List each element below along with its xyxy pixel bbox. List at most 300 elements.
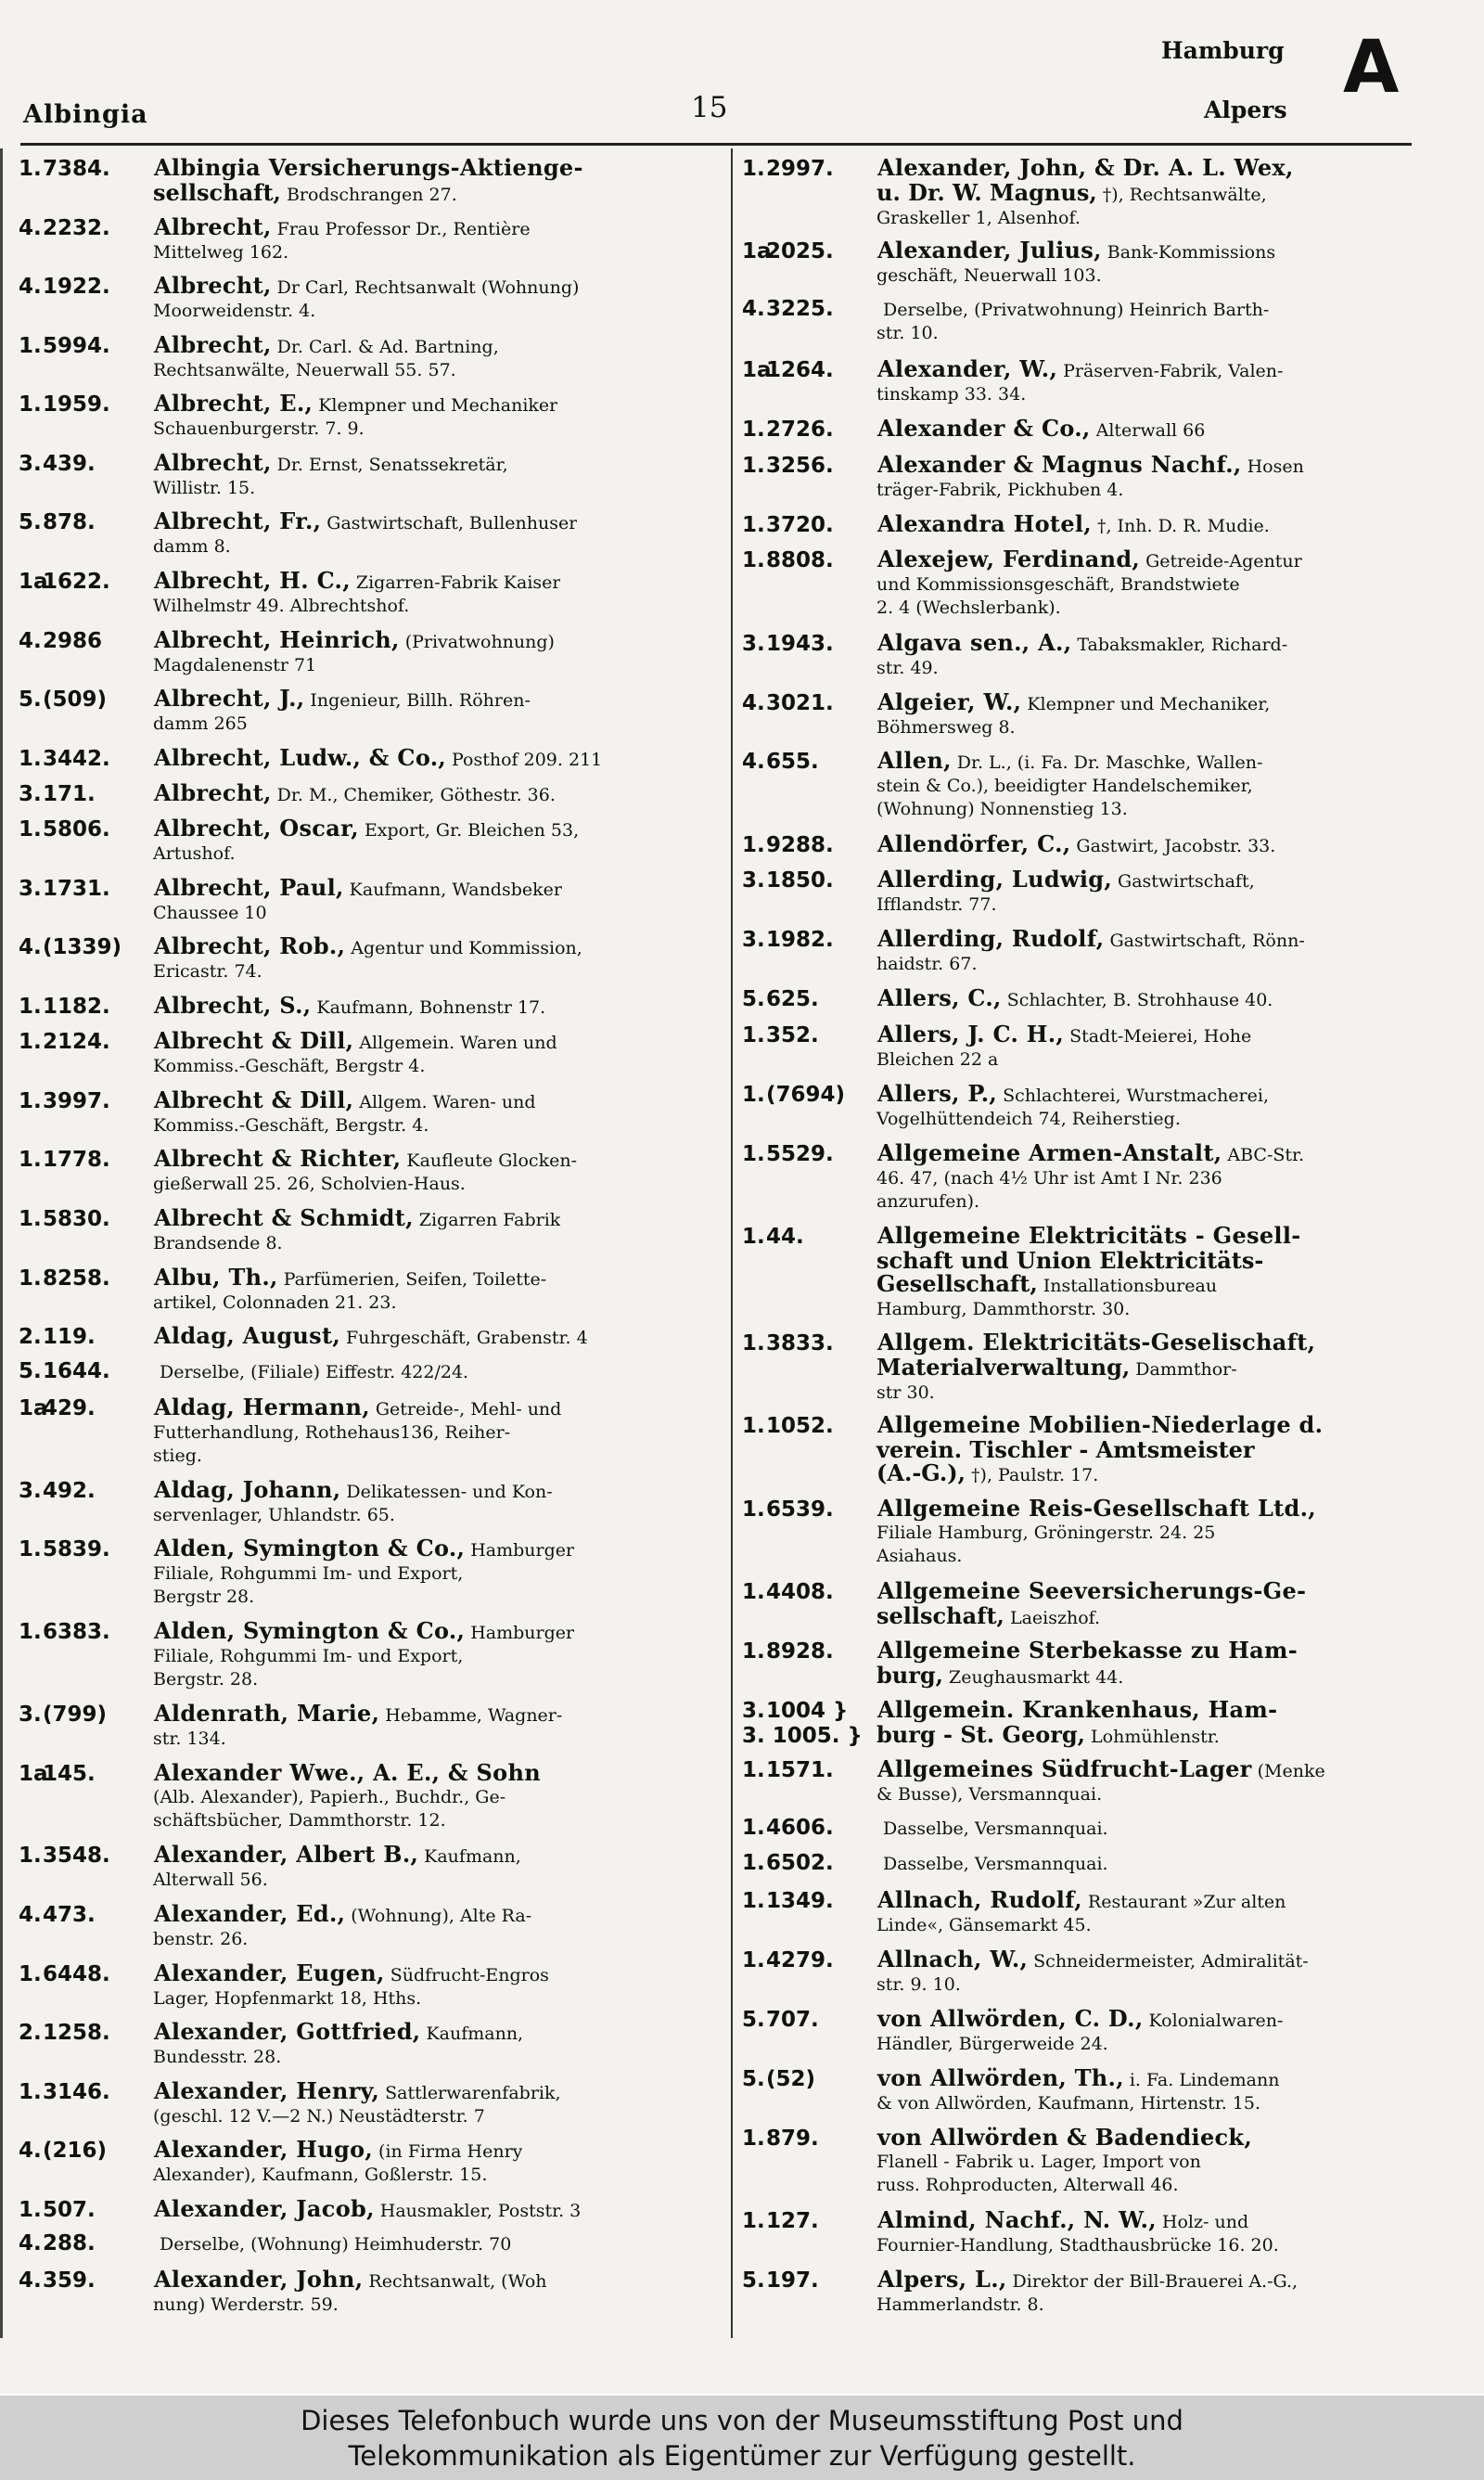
directory-entry xyxy=(19,1475,716,1527)
phone-number: (799) xyxy=(43,1702,108,1727)
continuation-text: & Busse), Versmannquai. xyxy=(876,1784,1103,1805)
phone-number: 507. xyxy=(43,2197,96,2222)
continuation-text: Willistr. 15. xyxy=(153,477,256,498)
phone-number: 1258. xyxy=(43,2021,110,2046)
directory-entry xyxy=(742,547,1439,620)
exchange-office: 4. xyxy=(19,215,42,240)
phone-number: 6502. xyxy=(766,1851,834,1876)
entry-continuation xyxy=(876,1914,1439,1937)
subscriber-name: Allers, C., xyxy=(877,984,1002,1012)
entry-continuation xyxy=(876,2234,1439,2257)
continuation-text: Ericastr. 74. xyxy=(153,961,262,983)
phone-number: 2232. xyxy=(43,215,110,240)
entry-details: Gastwirtschaft, Rönn- xyxy=(1109,931,1305,952)
subscriber-name: Albrecht, xyxy=(154,330,272,358)
directory-entry xyxy=(742,1330,1439,1405)
entry-details: Holz- und xyxy=(1161,2212,1249,2233)
continuation-text: Wilhelmstr 49. Albrechtshof. xyxy=(153,596,410,617)
phone-number: 4606. xyxy=(766,1815,834,1840)
subscriber-name: Algeier, W., xyxy=(877,687,1022,715)
continuation-details: Zeughausmarkt 44. xyxy=(943,1667,1124,1689)
phone-number: 5830. xyxy=(43,1207,110,1232)
directory-entry xyxy=(742,1947,1439,1997)
subscriber-name: Albrecht, xyxy=(154,212,272,240)
entry-continuation xyxy=(153,359,716,382)
subscriber-name: Albrecht, Paul, xyxy=(154,873,344,901)
continuation-text: burg, xyxy=(876,1662,944,1690)
continuation-text: (geschl. 12 V.—2 N.) Neustädterstr. 7 xyxy=(153,2105,485,2127)
entry-lead-line xyxy=(742,2123,1439,2151)
directory-entry xyxy=(742,1138,1439,1214)
directory-entry xyxy=(742,1579,1439,1630)
entry-lead-line xyxy=(742,156,1439,181)
entry-continuation xyxy=(876,1190,1439,1214)
entry-details: Dr Carl, Rechtsanwalt (Wohnung) xyxy=(276,277,580,299)
subscriber-name: Albrecht, Rob., xyxy=(154,932,346,960)
phone-number: 1982. xyxy=(766,928,834,953)
phone-number: 3021. xyxy=(766,690,834,715)
entry-details: Hausmakler, Poststr. 3 xyxy=(379,2200,582,2221)
subscriber-name: Aldenrath, Marie, xyxy=(154,1699,380,1727)
phone-number: 2726. xyxy=(766,418,834,443)
entry-continuation xyxy=(876,1108,1439,1131)
phone-number: 5806. xyxy=(43,817,110,842)
continuation-text: Bundesstr. 28. xyxy=(153,2047,282,2068)
entry-details: Tabaksmakler, Richard- xyxy=(1077,634,1288,655)
column-divider xyxy=(731,148,733,2338)
entry-details: Kaufmann, xyxy=(424,1846,521,1868)
entry-continuation xyxy=(153,1809,716,1832)
directory-entry xyxy=(19,2020,716,2069)
entry-lead-line xyxy=(742,1224,1439,1249)
entry-details: Kaufmann, xyxy=(426,2024,524,2045)
continuation-text: Lager, Hopfenmarkt 18, Hths. xyxy=(153,1987,422,2009)
continuation-text: Fournier-Handlung, Stadthausbrücke 16. 20. xyxy=(876,2235,1279,2256)
phone-number: 6539. xyxy=(766,1497,834,1522)
entry-lead-line xyxy=(742,927,1439,953)
continuation-text: damm 265 xyxy=(153,713,248,735)
continuation-details: Brodschrangen 27. xyxy=(280,185,457,205)
directory-entry xyxy=(19,1961,716,2011)
entry-lead-line xyxy=(19,1699,716,1728)
exchange-office: 1. xyxy=(742,1888,765,1913)
directory-entry xyxy=(19,330,716,382)
entry-details: Delikatessen- und Kon- xyxy=(346,1481,553,1502)
directory-entry xyxy=(19,509,716,559)
continuation-details: Installationsbureau xyxy=(1037,1276,1218,1297)
directory-entry xyxy=(19,781,716,807)
continuation-details: Dammthor- xyxy=(1130,1358,1237,1380)
continuation-text: und Kommissionsgeschäft, Brandstwiete xyxy=(876,574,1240,596)
exchange-office: 1a xyxy=(742,239,772,264)
entry-details: Allgemein. Waren und xyxy=(359,1033,557,1054)
exchange-office: 4. xyxy=(19,2139,42,2164)
continuation-text: (Wohnung) Nonnenstieg 13. xyxy=(876,799,1128,820)
continuation-text: Gesellschaft, xyxy=(876,1270,1038,1298)
subscriber-name: Alexander, Julius, xyxy=(877,237,1102,264)
directory-entry xyxy=(742,1757,1439,1806)
phone-number: (509) xyxy=(43,687,108,713)
phone-number: 439. xyxy=(43,451,96,476)
directory-entry xyxy=(742,1079,1439,1131)
phone-number: 1182. xyxy=(43,995,110,1020)
continuation-text: Ifflandstr. 77. xyxy=(876,894,997,916)
continuation-text: geschäft, Neuerwall 103. xyxy=(876,265,1102,287)
entry-lead-line xyxy=(19,1088,716,1114)
entry-details: ABC-Str. xyxy=(1227,1144,1305,1165)
exchange-office: 1. xyxy=(19,1961,42,1986)
continuation-text: Händler, Bürgerweide 24. xyxy=(876,2033,1108,2054)
directory-entry xyxy=(742,1817,1439,1841)
entry-lead-line xyxy=(742,1079,1439,1108)
exchange-office: 1. xyxy=(19,157,42,181)
entry-lead-line xyxy=(19,1843,716,1869)
header-city: Hamburg xyxy=(1161,37,1285,64)
continuation-text: benstr. 26. xyxy=(153,1928,249,1949)
entry-lead-line xyxy=(742,628,1439,657)
continuation-text: u. Dr. W. Magnus, xyxy=(876,179,1097,206)
exchange-office: 1. xyxy=(19,1844,42,1869)
continuation-text: Brandsende 8. xyxy=(153,1233,283,1254)
continuation-text: Vogelhüttendeich 74, Reiherstieg. xyxy=(876,1108,1181,1129)
entry-details: Schlachterei, Wurstmacherei, xyxy=(1003,1085,1269,1106)
continuation-text: Hamburg, Dammthorstr. 30. xyxy=(876,1299,1131,1320)
directory-entry xyxy=(742,450,1439,502)
phone-number: 1644. xyxy=(43,1358,110,1383)
entry-details: Derselbe, (Wohnung) Heimhuderstr. 70 xyxy=(160,2234,512,2255)
entry-lead-line xyxy=(742,298,1439,322)
continuation-text: Artushof. xyxy=(153,843,236,865)
entry-continuation xyxy=(153,713,716,736)
phone-number: 655. xyxy=(766,750,819,775)
entry-continuation xyxy=(876,775,1439,798)
phone-number: 3833. xyxy=(766,1330,834,1356)
continuation-text: haidstr. 67. xyxy=(876,954,978,975)
continuation-text: stein & Co.), beeidigter Handelschemiker, xyxy=(876,776,1253,797)
entry-details: Parfümerien, Seifen, Toilette- xyxy=(283,1268,547,1290)
exchange-office: 1. xyxy=(19,392,42,418)
subscriber-name: Alexander, Hugo, xyxy=(154,2136,374,2164)
entry-lead-line xyxy=(742,1757,1439,1783)
entry-details: Bank-Kommissions xyxy=(1107,242,1276,263)
entry-continuation xyxy=(876,1272,1439,1298)
entry-details: Allgem. Waren- und xyxy=(359,1091,536,1112)
directory-entry xyxy=(19,1029,716,1078)
phone-number: 2025. xyxy=(766,239,834,264)
exchange-office: 1. xyxy=(19,746,42,771)
entry-continuation xyxy=(876,2151,1439,2174)
continuation-text: artikel, Colonnaden 21. 23. xyxy=(153,1291,397,1313)
continuation-text: Bergstr 28. xyxy=(153,1587,255,1608)
entry-continuation xyxy=(153,2046,716,2069)
exchange-office: 3. xyxy=(742,928,765,953)
entry-details: i. Fa. Lindemann xyxy=(1129,2069,1280,2090)
entry-lead-line xyxy=(742,357,1439,383)
continuation-text: sellschaft, xyxy=(153,179,281,206)
continuation-text: burg - St. Georg, xyxy=(876,1721,1086,1749)
continuation-text: servenlager, Uhlandstr. 65. xyxy=(153,1504,395,1525)
entry-continuation xyxy=(876,953,1439,976)
exchange-office: 3. xyxy=(19,1702,42,1727)
exchange-office: 5. xyxy=(742,2066,765,2091)
directory-entry xyxy=(19,873,716,925)
entry-continuation xyxy=(153,1928,716,1951)
entry-lead-line xyxy=(19,274,716,300)
entry-continuation xyxy=(876,2033,1439,2056)
phone-number: 9288. xyxy=(766,832,834,857)
exchange-office: 1. xyxy=(742,453,765,478)
exchange-office: 5. xyxy=(742,2268,765,2294)
subscriber-name: Algava sen., A., xyxy=(877,628,1072,656)
subscriber-name: Albrecht & Dill, xyxy=(154,1027,354,1055)
exchange-office: 1. xyxy=(742,1497,765,1522)
continuation-details: †), Rechtsanwälte, xyxy=(1096,185,1267,205)
entry-continuation xyxy=(153,1562,716,1586)
entry-lead-line xyxy=(742,509,1439,538)
subscriber-name: Alexander, Ed., xyxy=(154,1899,346,1927)
entry-details: Dr. Ernst, Senatssekretär, xyxy=(276,454,508,475)
entry-lead-line xyxy=(19,1619,716,1645)
continuation-text: damm 8. xyxy=(153,536,231,558)
entry-continuation xyxy=(876,1381,1439,1405)
entry-lead-line xyxy=(19,1536,716,1562)
entry-lead-line xyxy=(19,687,716,713)
directory-entry xyxy=(742,238,1439,288)
entry-lead-line xyxy=(19,1029,716,1055)
directory-entry xyxy=(19,743,716,772)
phone-number: 7384. xyxy=(43,157,110,181)
directory-entry xyxy=(742,986,1439,1012)
subscriber-name: Allgem. Elektricitäts-Geselischaft, xyxy=(877,1328,1316,1356)
entry-details: Schneidermeister, Admiralität- xyxy=(1033,1950,1309,1972)
continuation-text: verein. Tischler - Amtsmeister xyxy=(876,1436,1255,1464)
subscriber-name: Alexander & Co., xyxy=(877,415,1091,443)
subscriber-name: Albrecht & Richter, xyxy=(154,1145,402,1173)
continuation-text: Alexander), Kaufmann, Goßlerstr. 15. xyxy=(153,2165,488,2186)
continuation-text: Alterwall 56. xyxy=(153,1870,268,1891)
exchange-office: 5. xyxy=(19,687,42,713)
directory-entry xyxy=(19,569,716,618)
continuation-text: str 30. xyxy=(876,1381,935,1403)
continuation-text: Böhmersweg 8. xyxy=(876,716,1016,738)
entry-continuation xyxy=(876,207,1439,230)
subscriber-name: von Allwörden, C. D., xyxy=(877,2004,1144,2032)
entry-continuation xyxy=(153,2164,716,2187)
entry-details: (Privatwohnung) xyxy=(404,631,555,652)
subscriber-name: Albrecht, J., xyxy=(154,685,305,713)
subscriber-name: Albrecht & Dill, xyxy=(154,1086,354,1113)
phone-number: 2997. xyxy=(766,157,834,181)
entry-continuation xyxy=(153,960,716,983)
subscriber-name: Alexander, Henry, xyxy=(154,2076,380,2104)
entry-details: †, Inh. D. R. Mudie. xyxy=(1096,515,1270,536)
continuation-text: Moorweidenstr. 4. xyxy=(153,301,316,322)
entry-continuation xyxy=(153,535,716,559)
entry-lead-line xyxy=(742,986,1439,1012)
entry-lead-line xyxy=(742,1852,1439,1876)
continuation-text: 46. 47, (nach 4½ Uhr ist Amt I Nr. 236 xyxy=(876,1167,1222,1189)
entry-details: Derselbe, (Privatwohnung) Heinrich Barth- xyxy=(883,300,1270,321)
entry-continuation xyxy=(876,1783,1439,1806)
directory-entry xyxy=(19,1088,716,1137)
directory-entry xyxy=(742,2004,1439,2056)
subscriber-name: Albrecht, H. C., xyxy=(154,567,351,595)
subscriber-name: Allgemeines Südfrucht-Lager xyxy=(877,1755,1252,1782)
subscriber-name: Allgemeine Reis-Gesellschaft Ltd., xyxy=(877,1494,1316,1522)
entry-lead-line xyxy=(19,625,716,654)
exchange-office: 1. xyxy=(19,1148,42,1173)
exchange-office: 4. xyxy=(19,1902,42,1927)
continuation-text: Chaussee 10 xyxy=(153,902,267,923)
entry-lead-line xyxy=(742,1494,1439,1522)
subscriber-name: Albrecht, xyxy=(154,272,272,300)
subscriber-name: Alden, Symington & Co., xyxy=(154,1535,466,1562)
entry-continuation xyxy=(876,264,1439,288)
exchange-office: 4. xyxy=(19,628,42,653)
exchange-office: 3. xyxy=(742,1699,765,1724)
header-right-word: Alpers xyxy=(1204,96,1287,123)
directory-entry xyxy=(742,1224,1439,1321)
directory-entry xyxy=(19,1395,716,1468)
entry-continuation xyxy=(153,1869,716,1892)
continuation-text: Materialverwaltung, xyxy=(876,1353,1131,1381)
entry-details: Zigarren Fabrik xyxy=(418,1210,561,1231)
entry-lead-line xyxy=(742,1022,1439,1048)
directory-entry xyxy=(742,156,1439,230)
exchange-office: 1. xyxy=(19,1537,42,1562)
phone-number: 625. xyxy=(766,987,819,1012)
entry-details: Direktor der Bill-Brauerei A.-G., xyxy=(1012,2271,1298,2293)
exchange-office: 1. xyxy=(742,1330,765,1356)
subscriber-name: Albrecht, S., xyxy=(154,992,312,1020)
entry-details: (in Firma Henry xyxy=(378,2141,523,2163)
entry-details: Gastwirtschaft, xyxy=(1118,871,1255,893)
entry-continuation xyxy=(153,1114,716,1137)
entry-continuation xyxy=(153,1421,716,1445)
phone-number: 8258. xyxy=(43,1266,110,1291)
subscriber-name: Albu, Th., xyxy=(154,1263,278,1291)
entry-continuation xyxy=(876,1167,1439,1190)
entry-details: Dr. Carl. & Ad. Bartning, xyxy=(276,336,499,357)
subscriber-name: Alexander Wwe., A. E., & Sohn xyxy=(154,1758,541,1786)
directory-entry xyxy=(19,274,716,323)
continuation-text: stieg. xyxy=(153,1445,202,1466)
directory-entry xyxy=(19,1843,716,1892)
continuation-text: str. 49. xyxy=(876,657,939,678)
continuation-text: Graskeller 1, Alsenhof. xyxy=(876,208,1081,228)
directory-entry xyxy=(742,867,1439,917)
entry-continuation xyxy=(153,418,716,441)
exchange-office: 1. xyxy=(19,1266,42,1291)
directory-entry xyxy=(19,994,716,1020)
exchange-office: 1. xyxy=(742,2209,765,2234)
entry-lead-line xyxy=(742,829,1439,858)
entry-continuation xyxy=(153,842,716,866)
phone-number: 1622. xyxy=(43,570,110,595)
exchange-office: 3. xyxy=(19,1478,42,1503)
entry-lead-line xyxy=(19,1360,716,1384)
entry-lead-line xyxy=(742,2268,1439,2294)
phone-number: 473. xyxy=(43,1902,96,1927)
entry-continuation xyxy=(876,798,1439,821)
entry-lead-line xyxy=(742,1413,1439,1438)
exchange-office: 1. xyxy=(19,995,42,1020)
continuation-details: Laeiszhof. xyxy=(1004,1608,1101,1629)
entry-details: Getreide-Agentur xyxy=(1145,551,1302,572)
entry-continuation xyxy=(876,1522,1439,1545)
phone-number: 3256. xyxy=(766,453,834,478)
directory-entry xyxy=(742,1852,1439,1876)
continuation-text: (A.-G.), xyxy=(876,1459,966,1487)
footer-line-2: Telekommunikation als Eigentümer zur Verfügung gestellt. xyxy=(348,2440,1136,2472)
subscriber-name: Allers, J. C. H., xyxy=(877,1020,1065,1047)
phone-number: 878. xyxy=(43,510,96,535)
exchange-office: 1. xyxy=(742,1141,765,1166)
subscriber-name: Alexander, Eugen, xyxy=(154,1959,385,1986)
continuation-text: str. 10. xyxy=(876,323,939,344)
phone-number: 5839. xyxy=(43,1537,110,1562)
continuation-text: Kommiss.-Geschäft, Bergstr. 4. xyxy=(153,1114,429,1136)
entry-lead-line xyxy=(19,2076,716,2105)
phone-number: 1264. xyxy=(766,358,834,383)
phone-number: 3548. xyxy=(43,1844,110,1869)
entry-continuation xyxy=(876,1545,1439,1568)
phone-number: 8928. xyxy=(766,1639,834,1664)
exchange-office: 2. xyxy=(19,2021,42,2046)
entry-continuation xyxy=(876,1048,1439,1072)
entry-lead-line xyxy=(19,1961,716,1987)
exchange-office: 4. xyxy=(742,690,765,715)
entry-lead-line xyxy=(742,2208,1439,2234)
exchange-office: 1. xyxy=(19,1620,42,1645)
directory-entry xyxy=(19,156,716,207)
exchange-office: 4. xyxy=(19,2268,42,2294)
exchange-office: 3. xyxy=(19,782,42,807)
entry-lead-line xyxy=(19,156,716,181)
subscriber-name: Allendörfer, C., xyxy=(877,829,1071,857)
directory-entry xyxy=(19,2076,716,2128)
exchange-office: 5. xyxy=(19,1358,42,1383)
directory-entry xyxy=(742,1494,1439,1568)
entry-continuation xyxy=(876,716,1439,739)
exchange-office: 1a xyxy=(19,1761,48,1786)
exchange-office: 3. xyxy=(742,631,765,656)
phone-number: 1943. xyxy=(766,631,834,656)
phone-number: 2986 xyxy=(43,628,103,653)
entry-continuation xyxy=(742,1721,1439,1749)
exchange-office: 4. xyxy=(742,750,765,775)
subscriber-name: von Allwörden, Th., xyxy=(877,2063,1124,2091)
entry-details: Dr. L., (i. Fa. Dr. Maschke, Wallen- xyxy=(956,752,1263,774)
entry-details: (Menke xyxy=(1257,1761,1325,1781)
entry-lead-line xyxy=(19,743,716,772)
directory-entry xyxy=(19,625,716,677)
continuation-details: †), Paulstr. 17. xyxy=(966,1465,1099,1486)
entry-details: Stadt-Meierei, Hohe xyxy=(1069,1025,1252,1047)
phone-number: (216) xyxy=(43,2139,108,2164)
phone-number: 197. xyxy=(766,2268,819,2294)
entry-continuation xyxy=(153,902,716,925)
entry-lead-line xyxy=(742,1947,1439,1973)
directory-entry xyxy=(19,2268,716,2317)
entry-details: Klempner und Mechaniker xyxy=(318,395,558,417)
entry-lead-line xyxy=(19,569,716,595)
entry-lead-line xyxy=(742,1638,1439,1664)
exchange-office: 1. xyxy=(742,548,765,573)
header-rule xyxy=(20,143,1412,146)
subscriber-name: Allen, xyxy=(877,747,952,775)
exchange-office: 5. xyxy=(742,987,765,1012)
